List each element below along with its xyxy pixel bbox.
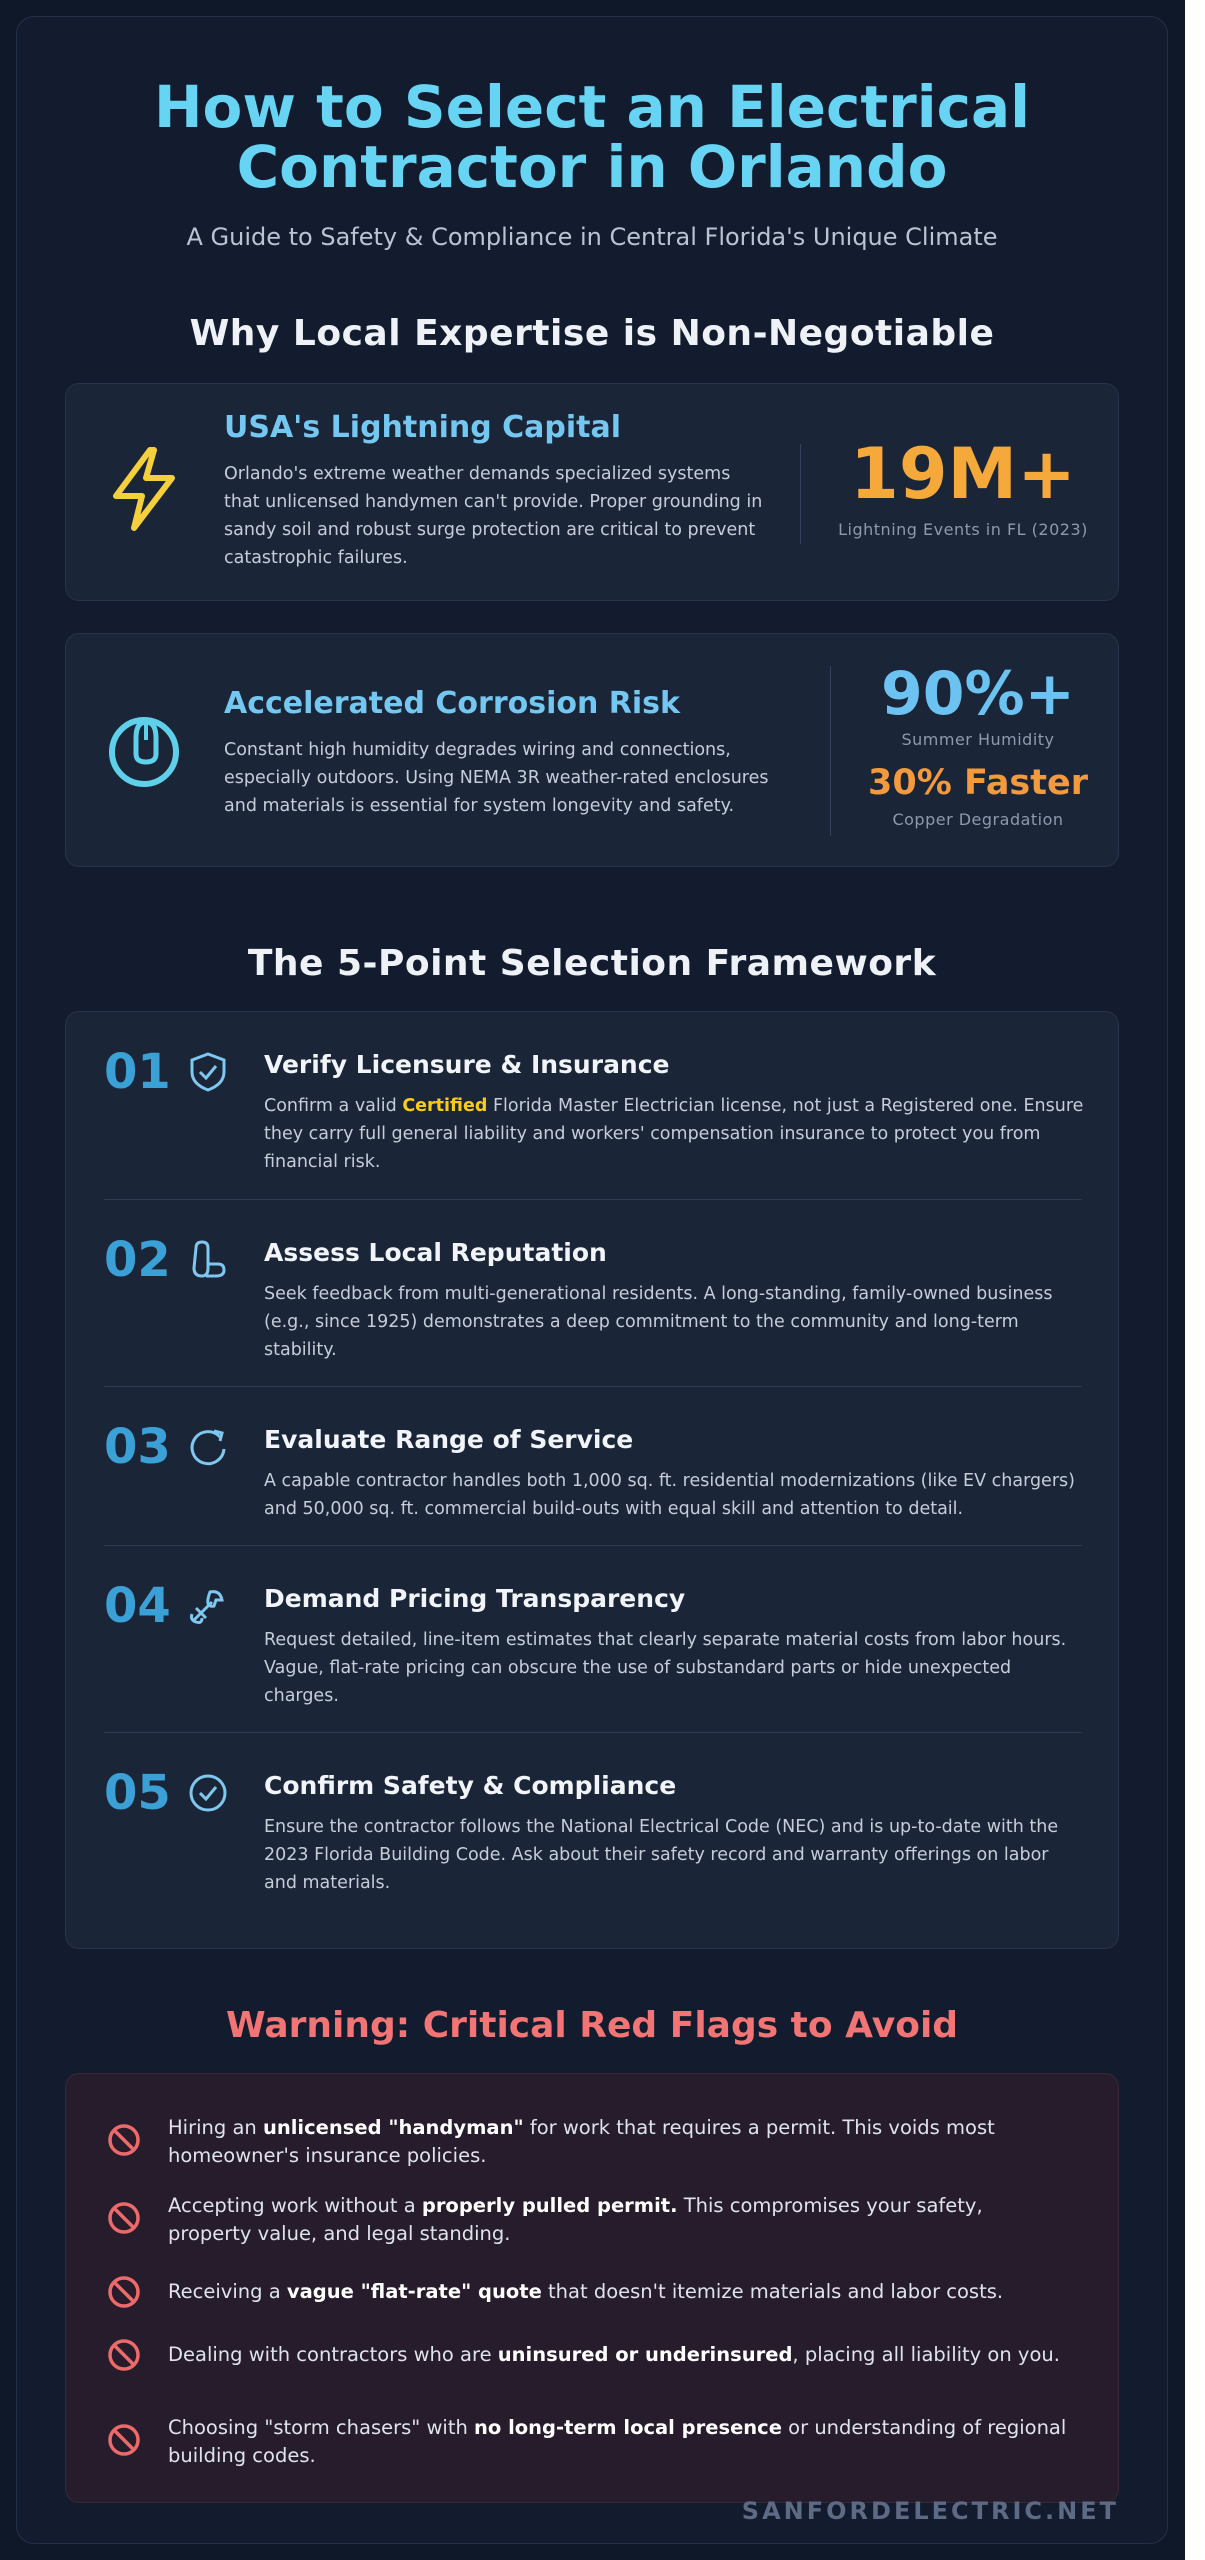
prohibited-icon [106,2200,142,2240]
flag-text-part: for work that requires a permit. This voids most homeowner's insurance policies. [168,2116,995,2167]
framework-step [66,1012,1120,1200]
lightning-bolt-icon [106,444,182,538]
flag-text-part: that doesn't itemize materials and labor costs. [541,2280,1004,2303]
corrosion-title: Accelerated Corrosion Risk [224,686,680,721]
framework-step [66,1733,1120,1950]
flag-text-part: Choosing "storm chasers" with [168,2416,475,2439]
flag-text-part: or understanding of regional building codes. [168,2416,1067,2467]
flag-text-part: Hiring an [168,2116,263,2139]
red-flags-heading: Warning: Critical Red Flags to Avoid [225,2005,959,2046]
framework-step [66,1200,1120,1387]
step-text [264,1092,1084,1176]
flag-text-bold: uninsured or underinsured [497,2343,793,2366]
framework-heading: The 5-Point Selection Framework [247,943,937,984]
circular-arrow-icon [186,1425,230,1473]
corrosion-divider [830,666,831,836]
step-title: Verify Licensure & Insurance [264,1050,670,1079]
title-line-2: Contractor in Orlando [236,133,948,201]
flag-text-bold: vague "flat-rate" quote [286,2280,542,2303]
page-title [17,73,1167,201]
lightning-text: Orlando's extreme weather demands specialized systems that unlicensed handymen can't provide. Proper grounding in sandy soil and robust surge protection are critical to prevent catastrophic failures. [224,464,763,568]
lightning-stat-label: Lightning Events in FL (2023) [838,520,1088,539]
red-flags-panel [65,2073,1119,2503]
degradation-stat-label: Copper Degradation [892,810,1064,829]
red-flag-text [168,2341,1068,2369]
flag-text-bold: unlicensed "handyman" [262,2116,524,2139]
step-number: 04 [104,1578,171,1634]
step-text: A capable contractor handles both 1,000 sq. ft. residential modernizations (like EV chargers) and 50,000 sq. ft. commercial build-outs with equal skill and attention to detail. [264,1471,1075,1519]
lightning-stat-value: 19M+ [850,433,1076,515]
flag-text-part: Receiving a [168,2280,287,2303]
humidity-stat-label: Summer Humidity [901,730,1055,749]
red-flag-text [168,2192,1068,2248]
flag-text-part: Accepting work without a [168,2194,422,2217]
step-text: Seek feedback from multi-generational residents. A long-standing, family-owned business (e.g., since 1925) demonstrates a deep commitment to the community and long-term stability. [264,1284,1053,1360]
step-text: Request detailed, line-item estimates that clearly separate material costs from labor hours. Vague, flat-rate pricing can obscure the use of substandard parts or hide unexpected charges. [264,1630,1067,1706]
degradation-stat-value: 30% Faster [868,763,1088,803]
wrench-tools-icon [186,1584,230,1632]
local-expertise-heading: Why Local Expertise is Non-Negotiable [189,313,995,354]
step-title: Confirm Safety & Compliance [264,1771,677,1800]
step-text: Ensure the contractor follows the National Electrical Code (NEC) and is up-to-date with the 2023 Florida Building Code. Ask about their safety record and warranty offerings on labor and materials. [264,1817,1059,1893]
step-title: Assess Local Reputation [264,1238,607,1267]
infographic-card [16,16,1168,2544]
prohibited-icon [106,2422,142,2462]
humidity-stat-value: 90%+ [881,659,1075,729]
corrosion-text: Constant high humidity degrades wiring and connections, especially outdoors. Using NEMA 3R weather-rated enclosures and materials is essential for system longevity and safety. [224,740,769,816]
humidity-drop-icon [106,710,182,794]
certified-highlight: Certified [402,1096,488,1116]
handshake-icon [186,1238,230,1286]
step-number: 01 [104,1044,171,1100]
footer-brand: SANFORDELECTRIC.NET [741,2497,1119,2525]
red-flag-text [168,2114,1068,2170]
red-flag-text [168,2278,1068,2306]
flag-text-part: This compromises your safety, property value, and legal standing. [168,2194,983,2245]
prohibited-icon [106,2122,142,2162]
lightning-panel [65,383,1119,601]
framework-panel [65,1011,1119,1949]
page-subtitle: A Guide to Safety & Compliance in Central Florida's Unique Climate [186,223,998,251]
framework-step [66,1546,1120,1733]
flag-text-part: Dealing with contractors who are [168,2343,498,2366]
step-text-part: Florida Master Electrician license, not just a Registered one. Ensure they carry full general liability and workers' compensation insurance to protect you from financial risk. [264,1096,1084,1172]
step-title: Demand Pricing Transparency [264,1584,686,1613]
lightning-title: USA's Lightning Capital [224,410,622,445]
corrosion-panel [65,633,1119,867]
title-line-1: How to Select an Electrical [153,73,1030,141]
check-circle-icon [186,1771,230,1819]
step-number: 03 [104,1419,171,1475]
step-text-part: Confirm a valid [264,1096,403,1116]
step-title: Evaluate Range of Service [264,1425,634,1454]
step-number: 02 [104,1232,171,1288]
prohibited-icon [106,2274,142,2314]
prohibited-icon [106,2337,142,2377]
flag-text-bold: no long-term local presence [474,2416,782,2439]
flag-text-bold: properly pulled permit. [421,2194,678,2217]
lightning-divider [800,444,801,544]
flag-text-part: , placing all liability on you. [792,2343,1060,2366]
step-number: 05 [104,1765,171,1821]
shield-check-icon [186,1050,230,1098]
red-flag-text [168,2414,1068,2470]
framework-step [66,1387,1120,1546]
